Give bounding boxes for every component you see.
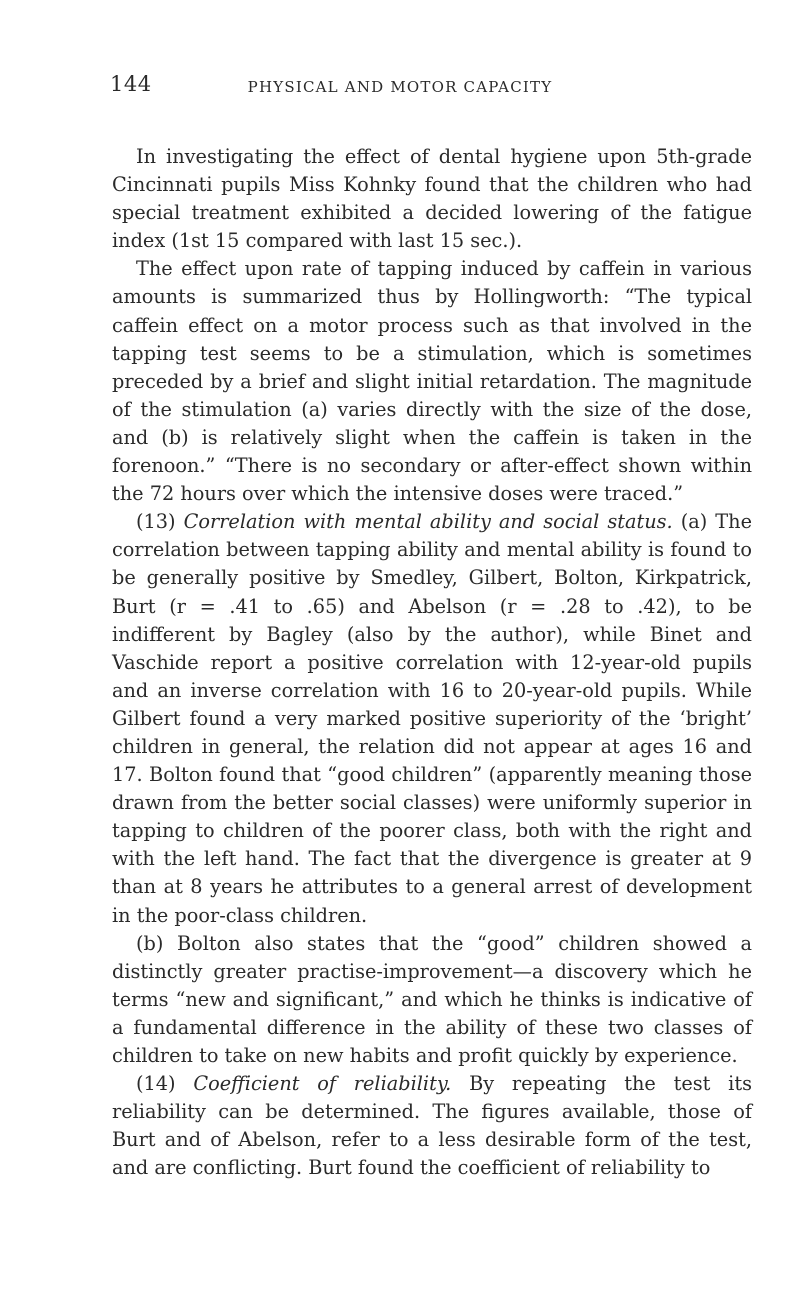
paragraph-dental-hygiene: In investigating the effect of dental hygiene upon 5th-grade Cincinnati pupils Miss Kohnky found that the children who had special treatment exhibited a decided lowering of the fatigue index (1st 15 compared with last 15 sec.). <box>112 145 752 253</box>
section-heading-correlation: Correlation with mental ability and social status. <box>183 510 673 534</box>
body-text <box>112 143 752 1182</box>
running-title: PHYSICAL AND MOTOR CAPACITY <box>247 78 553 96</box>
paragraph-reliability-text: By repeating the test its reliability can be determined. The figures available, those of Burt and of Abelson, refer to a less desirable form of the test, and are conflicting. Burt found the coefficient of reliability to <box>112 1072 752 1180</box>
paragraph-caffein: The effect upon rate of tapping induced by caffein in various amounts is summarized thus by Hollingworth: “The typical caffein effect on a motor process such as that involved in the tapping test seems to be a stimulation, which is sometimes preceded by a brief and slight initial retardation. The magnitude of the stimulation (a) varies directly with the size of the dose, and (b) is relatively slight when the caffein is taken in the forenoon.” “There is no secondary or after-effect shown within the 72 hours over which the intensive doses were traced.” <box>112 257 752 506</box>
paragraph-practise-improvement: (b) Bolton also states that the “good” children showed a distinctly greater practise-improvement—a discovery which he terms “new and significant,” and which he thinks is indicative of a fundamental difference in the ability of these two classes of children to take on new habits and profit quickly by experience. <box>112 931 752 1067</box>
paragraph-correlation-text: (a) The correlation between tapping ability and mental ability is found to be generally positive by Smedley, Gilbert, Bolton, Kirkpatrick, Burt (r = .41 to .65) and Abelson (r = .28 to .42), to be indifferent by Bagley (also by the author), while Binet and Vaschide report a positive correlation with 12-year-old pupils and an inverse correlation with 16 to 20-year-old pupils. While Gilbert found a very marked positive superiority of the ‘bright’ children in general, the relation did not appear at ages 16 and 17. Bolton found that “good children” (apparently meaning those drawn from the better social classes) were uniformly superior in tapping to children of the poorer class, both with the right and with the left hand. The fact that the divergence is greater at 9 than at 8 years he attributes to a general arrest of development in the poor-class children. <box>112 510 752 927</box>
section-number: (13) <box>136 510 184 534</box>
paragraph-reliability <box>112 1070 752 1182</box>
paragraph-correlation <box>112 508 752 929</box>
section-number: (14) <box>136 1072 194 1096</box>
page-number: 144 <box>110 72 152 96</box>
section-heading-reliability: Coefficient of reliability. <box>193 1072 452 1096</box>
